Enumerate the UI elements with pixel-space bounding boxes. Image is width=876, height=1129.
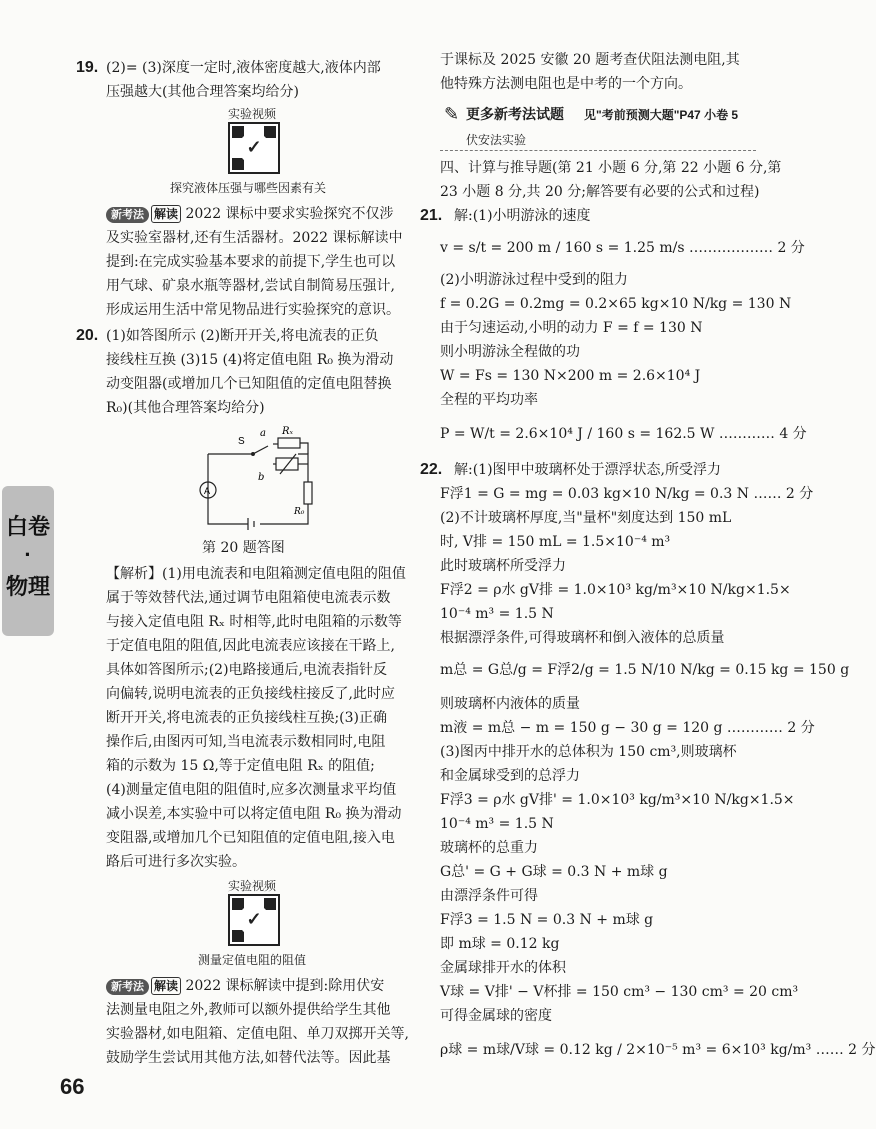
more-questions-ref: 见"考前预测大题"P47 小卷 5 bbox=[584, 108, 739, 122]
q21-line: (2)小明游泳过程中受到的阻力 bbox=[440, 272, 628, 288]
q22-line: 和金属球受到的总浮力 bbox=[440, 768, 580, 784]
q20-reading-1: 新考法 解读 2022 课标解读中提到:除用伏安 bbox=[106, 976, 384, 996]
interpretation-tag: 解读 bbox=[151, 977, 181, 995]
q20-analysis-line: 操作后,由图丙可知,当电流表示数相同时,电阻 bbox=[106, 734, 386, 750]
q20-line-1: (1)如答图所示 (2)断开开关,将电流表的正负 bbox=[106, 328, 379, 344]
q20-figure-caption: 第 20 题答图 bbox=[202, 540, 285, 556]
node-a-label: a bbox=[260, 428, 266, 439]
q20-qr-code[interactable] bbox=[228, 894, 280, 946]
q19-reading-3: 提到:在完成实验基本要求的前提下,学生也可以 bbox=[106, 254, 396, 270]
q22-line: 此时玻璃杯所受浮力 bbox=[440, 558, 566, 574]
q21-line: 则小明游泳全程做的功 bbox=[440, 344, 580, 360]
q20-analysis-line: 路后可进行多次实验。 bbox=[106, 854, 246, 870]
side-tab-text-1: 白卷 bbox=[5, 514, 50, 539]
q22-line: F浮1 = G = mg = 0.03 kg×10 N/kg = 0.3 N …… 2 分 bbox=[440, 486, 814, 502]
q22-line: 解:(1)图甲中玻璃杯处于漂浮状态,所受浮力 bbox=[454, 462, 721, 478]
side-tab-text-3: 物理 bbox=[5, 574, 50, 599]
q20-analysis-line: (4)测量定值电阻的阻值时,应多次测量求平均值 bbox=[106, 782, 397, 798]
q20-analysis-line: 具体如答图所示;(2)电路接通后,电流表指针反 bbox=[106, 662, 387, 678]
new-method-tag: 新考法 bbox=[106, 979, 149, 995]
q21-line: v = s/t = 200 m / 160 s = 1.25 m/s ……………… 2 分 bbox=[440, 240, 805, 256]
rx-label: Rₓ bbox=[282, 426, 294, 437]
q21-line: f = 0.2G = 0.2mg = 0.2×65 kg×10 N/kg = 130 N bbox=[440, 296, 792, 312]
ammeter-label: A bbox=[204, 486, 211, 496]
continued-line-1: 于课标及 2025 安徽 20 题考查伏阻法测电阻,其 bbox=[440, 52, 740, 68]
q22-number: 22. bbox=[420, 461, 443, 478]
q20-video-caption: 测量定值电阻的阻值 bbox=[198, 953, 307, 967]
q22-line: 可得金属球的密度 bbox=[440, 1008, 552, 1024]
q19-reading-5: 形成运用生活中常见物品进行实验探究的意识。 bbox=[106, 302, 400, 318]
q20-number: 20. bbox=[76, 327, 99, 344]
q22-line: (3)图丙中排开水的总体积为 150 cm³,则玻璃杯 bbox=[440, 744, 737, 760]
switch-label: S bbox=[238, 436, 245, 447]
q21-number: 21. bbox=[420, 207, 443, 224]
q20-analysis-line: 减小误差,本实验中可以将定值电阻 R₀ 换为滑动 bbox=[106, 806, 402, 822]
interpretation-tag: 解读 bbox=[151, 205, 181, 223]
r0-label: R₀ bbox=[294, 507, 305, 517]
q20-analysis-line: 变阻器,或增加几个已知阻值的定值电阻,接入电 bbox=[106, 830, 395, 846]
q22-line: 10⁻⁴ m³ = 1.5 N bbox=[440, 606, 554, 622]
q21-line: 由于匀速运动,小明的动力 F = f = 130 N bbox=[440, 320, 703, 336]
q22-line: G总' = G + G球 = 0.3 N + m球 g bbox=[440, 864, 668, 880]
more-questions-title: 更多新考法试题 bbox=[466, 106, 564, 122]
q19-reading-1: 新考法 解读 2022 课标中要求实验探究不仅涉 bbox=[106, 204, 394, 224]
q20-line-4: R₀)(其他合理答案均给分) bbox=[106, 400, 265, 416]
section-divider bbox=[440, 150, 756, 151]
q22-line: F浮2 = ρ水 gV排 = 1.0×10³ kg/m³×10 N/kg×1.5× bbox=[440, 582, 791, 598]
q22-line: m液 = m总 − m = 150 g − 30 g = 120 g ………… 2 分 bbox=[440, 720, 815, 736]
q20-circuit-diagram bbox=[198, 424, 318, 534]
q22-line: 10⁻⁴ m³ = 1.5 N bbox=[440, 816, 554, 832]
q20-line-3: 动变阻器(或增加几个已知阻值的定值电阻替换 bbox=[106, 376, 392, 392]
q22-line: V球 = V排' − V杯排 = 150 cm³ − 130 cm³ = 20 cm³ bbox=[440, 984, 799, 1000]
q22-line: 时, V排 = 150 mL = 1.5×10⁻⁴ m³ bbox=[440, 534, 671, 550]
q20-analysis-line: 于定值电阻的阻值,因此电流表应该接在干路上, bbox=[106, 638, 395, 654]
side-tab-subject bbox=[2, 486, 54, 636]
q22-line: 根据漂浮条件,可得玻璃杯和倒入液体的总质量 bbox=[440, 630, 725, 646]
check-icon: ✓ bbox=[242, 908, 266, 932]
q19-video-caption: 探究液体压强与哪些因素有关 bbox=[170, 181, 327, 195]
q19-qr-code[interactable] bbox=[228, 122, 280, 174]
q20-analysis-line: 属于等效替代法,通过调节电阻箱使电流表示数 bbox=[106, 590, 391, 606]
q22-line: 由漂浮条件可得 bbox=[440, 888, 538, 904]
q22-line: 玻璃杯的总重力 bbox=[440, 840, 538, 856]
q22-line: m总 = G总/g = F浮2/g = 1.5 N/10 N/kg = 0.15 kg = 150 g bbox=[440, 662, 850, 678]
q20-analysis-line: 与接入定值电阻 Rₓ 时相等,此时电阻箱的示数等 bbox=[106, 614, 402, 630]
q20-video-title: 实验视频 bbox=[228, 879, 277, 893]
q20-reading-2: 法测量电阻之外,教师可以额外提供给学生其他 bbox=[106, 1002, 391, 1018]
page-number: 66 bbox=[60, 1074, 85, 1099]
q20-analysis-line: 箱的示数为 15 Ω,等于定值电阻 Rₓ 的阻值; bbox=[106, 758, 375, 774]
q19-number: 19. bbox=[76, 59, 99, 76]
q21-line: 全程的平均功率 bbox=[440, 392, 538, 408]
q22-line: 即 m球 = 0.12 kg bbox=[440, 936, 560, 952]
q20-analysis-line: 断开开关,将电流表的正负接线柱互换;(3)正确 bbox=[106, 710, 387, 726]
q22-line: 金属球排开水的体积 bbox=[440, 960, 566, 976]
pencil-icon: ✎ bbox=[444, 104, 460, 125]
more-questions-sub: 伏安法实验 bbox=[466, 133, 527, 147]
q22-line: F浮3 = ρ水 gV排' = 1.0×10³ kg/m³×10 N/kg×1.5× bbox=[440, 792, 795, 808]
q20-analysis-line: 向偏转,说明电流表的正负接线柱接反了,此时应 bbox=[106, 686, 395, 702]
q19-reading-4: 用气球、矿泉水瓶等器材,尝试自制简易压强计, bbox=[106, 278, 395, 294]
q22-line: F浮3 = 1.5 N = 0.3 N + m球 g bbox=[440, 912, 654, 928]
q21-line: P = W/t = 2.6×10⁴ J / 160 s = 162.5 W ………… 4 分 bbox=[440, 426, 807, 442]
q22-line: ρ球 = m球/V球 = 0.12 kg / 2×10⁻⁵ m³ = 6×10³ kg/m³ …… 2 分 bbox=[440, 1042, 876, 1058]
q19-line-1: (2)= (3)深度一定时,液体密度越大,液体内部 bbox=[106, 60, 381, 76]
q20-analysis-line: 【解析】(1)用电流表和电阻箱测定值电阻的阻值 bbox=[106, 566, 406, 582]
check-icon: ✓ bbox=[242, 136, 266, 160]
new-method-tag: 新考法 bbox=[106, 207, 149, 223]
q22-line: (2)不计玻璃杯厚度,当"量杯"刻度达到 150 mL bbox=[440, 510, 732, 526]
node-b-label: b bbox=[258, 472, 265, 483]
side-tab-text-2: · bbox=[24, 542, 32, 567]
q20-reading-4: 鼓励学生尝试用其他方法,如替代法等。因此基 bbox=[106, 1050, 391, 1066]
q21-line: W = Fs = 130 N×200 m = 2.6×10⁴ J bbox=[440, 368, 701, 384]
q20-line-2: 接线柱互换 (3)15 (4)将定值电阻 R₀ 换为滑动 bbox=[106, 352, 394, 368]
q19-line-2: 压强越大(其他合理答案均给分) bbox=[106, 84, 299, 100]
q19-reading-2: 及实验室器材,还有生活器材。2022 课标解读中 bbox=[106, 230, 403, 246]
section4-line-2: 23 小题 8 分,共 20 分;解答要有必要的公式和过程) bbox=[440, 184, 760, 200]
section4-line-1: 四、计算与推导题(第 21 小题 6 分,第 22 小题 6 分,第 bbox=[440, 160, 782, 176]
q19-video-title: 实验视频 bbox=[228, 107, 277, 121]
q20-reading-3: 实验器材,如电阻箱、定值电阻、单刀双掷开关等, bbox=[106, 1026, 409, 1042]
q21-line: 解:(1)小明游泳的速度 bbox=[454, 208, 591, 224]
continued-line-2: 他特殊方法测电阻也是中考的一个方向。 bbox=[440, 76, 692, 92]
q22-line: 则玻璃杯内液体的质量 bbox=[440, 696, 580, 712]
